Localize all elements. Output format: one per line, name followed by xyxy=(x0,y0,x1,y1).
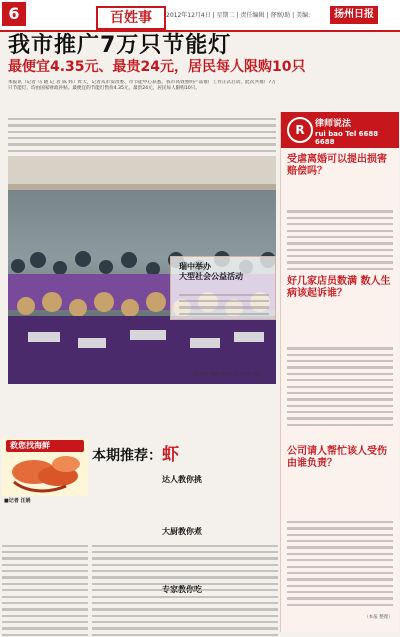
photo-caption xyxy=(190,372,276,380)
sidebar-answer-2-lines xyxy=(287,343,393,426)
lawyer-banner xyxy=(281,112,399,148)
sidebar-question-2: 好几家店员数满 数人生病该起诉谁？ xyxy=(287,276,391,299)
lawyer-banner-phone: rui bao Tel 6688 6688 xyxy=(315,130,379,146)
sidebar-answer-3-lines xyxy=(287,517,393,606)
left-column-lines xyxy=(2,540,88,636)
article-columns xyxy=(8,112,276,152)
sidebar-answer-1 xyxy=(287,182,393,270)
sidebar-answer-2 xyxy=(287,304,393,426)
section-title-1: 达人教你挑 xyxy=(162,475,202,484)
sidebar-question-3: 公司请人帮忙该人受伤由谁负责？ xyxy=(287,446,387,469)
page-number: 6 xyxy=(2,2,26,26)
lawyer-logo-icon: R xyxy=(287,117,313,143)
sidebar-answer-3 xyxy=(287,474,393,606)
lawyer-banner-title: 律师说法 xyxy=(315,119,352,129)
article-lead-text: 本报讯（记者 马 晓 记 者 陈 炜）昨天，记者从市发改委、市节能中心获悉，我市高效照明产品推广工作正式启动，此次共推广7万只节能灯，均由国家财政补贴。最便宜的节能灯售价4.35元，最贵24元，居民每人限购10只。 xyxy=(8,80,276,92)
newspaper-masthead: 扬州日报 xyxy=(330,6,378,24)
event-announcement-box xyxy=(170,256,276,320)
section-title: 百姓事 xyxy=(96,6,166,30)
article-lead xyxy=(8,80,276,110)
main-subheadline: 最便宜4.35元、最贵24元，居民每人限购10只 xyxy=(8,59,306,75)
announcement-line-1: 瑞中举办 xyxy=(179,262,211,271)
seafood-badge: 救您找海鲜 xyxy=(10,441,50,450)
page-header xyxy=(0,0,400,32)
left-column-text xyxy=(2,506,88,636)
dateline: 2012年12月4日 | 星期二 | 责任编辑 | 督察/助 | 美编: xyxy=(166,12,311,19)
photo-caption-text: （吴英君 费蓉 邱源 / 文 王涛 / 摄） xyxy=(190,372,264,377)
section-title-2: 大厨教你煮 xyxy=(162,527,202,536)
seafood-feature-image xyxy=(2,438,88,496)
section-text-lines xyxy=(92,540,278,636)
announcement-text-lines xyxy=(179,290,269,316)
announcement-line-2: 大型社会公益活动 xyxy=(179,272,243,281)
main-headline: 我市推广7万只节能灯 xyxy=(8,33,232,58)
recommend-item: 虾 xyxy=(162,445,179,465)
announcement-text xyxy=(179,285,269,315)
article-text-lines xyxy=(8,114,276,152)
sidebar-question-1: 受虐离婚可以提出损害赔偿吗？ xyxy=(287,154,387,177)
section-texts xyxy=(92,460,278,636)
legal-advice-sidebar xyxy=(280,112,399,632)
recommend-label: 本期推荐： xyxy=(92,448,162,464)
sidebar-credit: （本报 整理） xyxy=(363,615,393,620)
sidebar-answer-1-lines xyxy=(287,206,393,270)
seafood-caption: ■记者 汪娟 xyxy=(4,498,31,504)
